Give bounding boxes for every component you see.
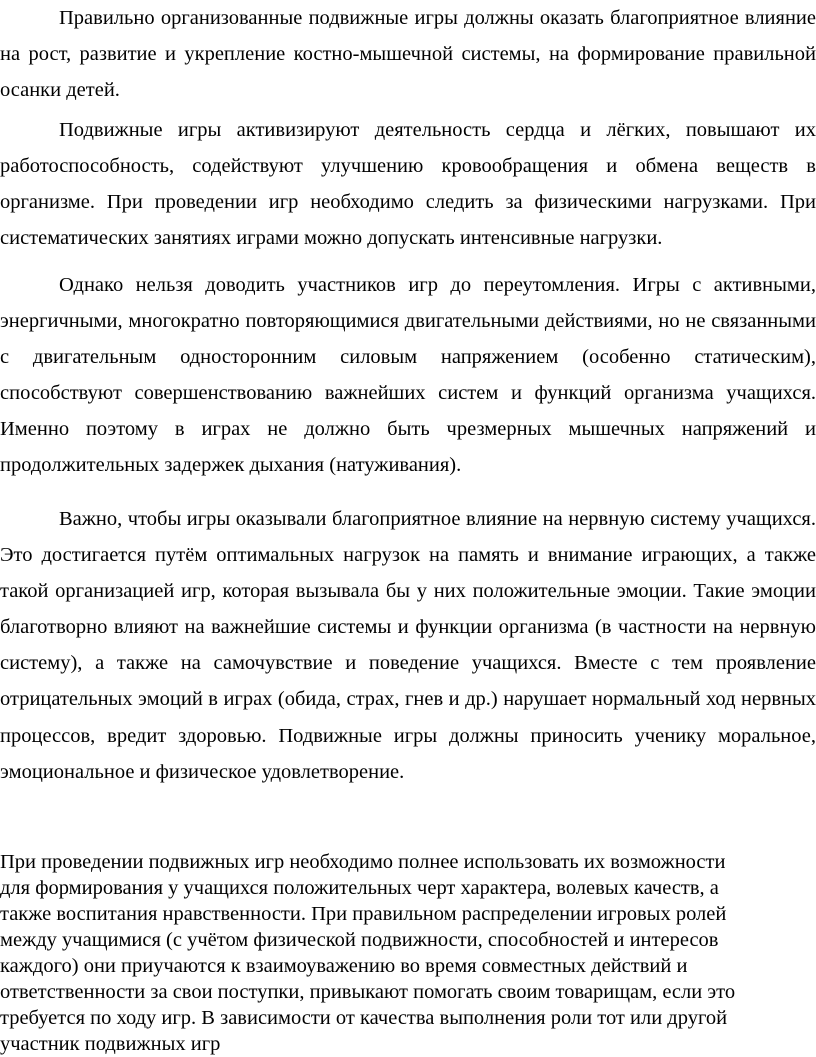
paragraph-character-formation [0,849,816,1057]
text-line: требуется по ходу игр. В зависимости от качества выполнения роли тот или другой [0,1007,728,1029]
text-line: между учащимися (с учётом физической подвижности, способностей и интересов [0,929,719,951]
paragraph-nervous-system: Важно, чтобы игры оказывали благоприятное влияние на нервную систему учащихся. Это достигается путём оптимальных нагрузок на память и внимание играющих, а также такой организацией игр, которая вызывала бы у них положительные эмоции. Такие эмоции благотворно влияют на важнейшие системы и функции организма (в частности на нервную систему), а также на самочувствие и поведение учащихся. Вместе с тем проявление отрицательных эмоций в играх (обида, страх, гнев и др.) нарушает нормальный ход нервных процессов, вредит здоровью. Подвижные игры должны приносить ученику моральное, эмоциональное и физическое удовлетворение. [0,508,816,783]
paragraph-overfatigue: Однако нельзя доводить участников игр до переутомления. Игры с активными, энергичными, многократно повторяющимися двигательными действиями, но не связанными с двигательным односторонним силовым напряжением (особенно статическим), способствуют совершенствованию важнейших систем и функций организма учащихся. Именно поэтому в играх не должно быть чрезмерных мышечных напряжений и продолжительных задержек дыхания (натуживания). [0,274,816,477]
text-line: каждого) они приучаются к взаимоуважению во время совместных действий и [0,955,688,977]
text-line: также воспитания нравственности. При правильном распределении игровых ролей [0,903,727,925]
text-line: участник подвижных игр [0,1033,221,1055]
text-line: При проведении подвижных игр необходимо полнее использовать их возможности [0,851,726,873]
text-line: для формирования у учащихся положительных черт характера, волевых качеств, а [0,877,719,899]
paragraph-heart-lungs: Подвижные игры активизируют деятельность сердца и лёгких, повышают их работоспособность, содействуют улучшению кровообращения и обмена веществ в организме. При проведении игр необходимо следить за физическими нагрузками. При систематических занятиях играми можно допускать интенсивные нагрузки. [0,119,816,250]
paragraph-physical-development: Правильно организованные подвижные игры должны оказать благоприятное влияние на рост, развитие и укрепление костно-мышечной системы, на формирование правильной осанки детей. [0,7,816,102]
text-line: ответственности за свои поступки, привыкают помогать своим товарищам, если это [0,981,736,1003]
